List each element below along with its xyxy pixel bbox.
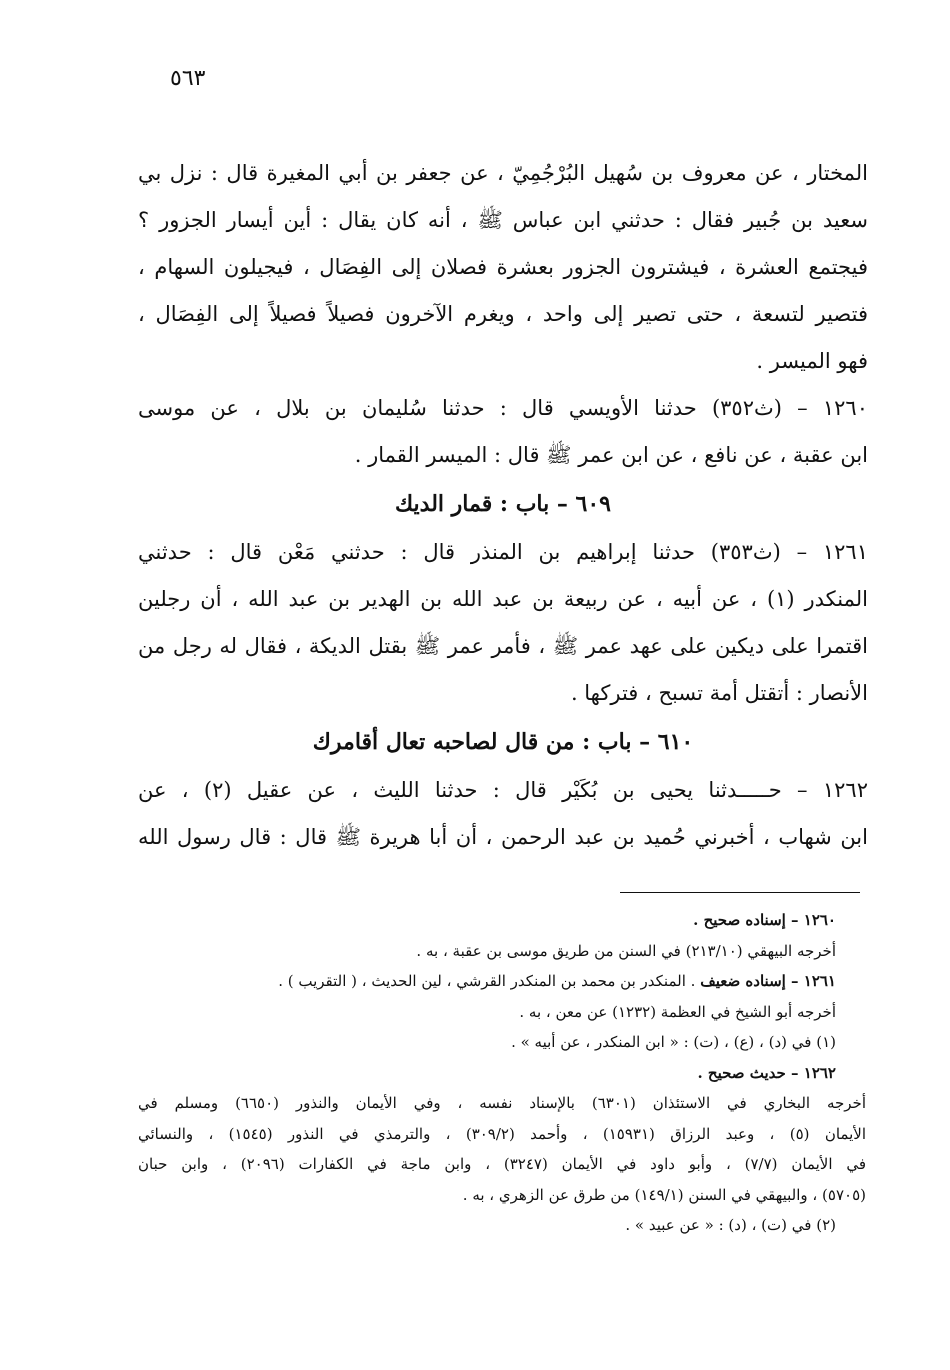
footnote: (١) في (د) ، (ع) ، (ت) : « ابن المنكدر ، عن أبيه » . (511, 1033, 836, 1051)
note-text: في الأيمان (٧/٧) ، وأبو داود في الأيمان (٣٢٤٧) ، وابن ماجة في الكفارات (٢٠٩٦) ، وابن حبان (138, 1155, 866, 1173)
note-title-rest: . المنكدر بن محمد بن المنكدر القرشي ، لين الحديث ، ( التقريب ) . (278, 972, 696, 990)
page-number: ٥٦٣ (170, 66, 206, 91)
text-line: ١٢٦١ – (ث٣٥٣) حدثنا إبراهيم بن المنذر قال : حدثني مَعْن قال : حدثني (138, 540, 868, 564)
note-title: ١٢٦٢ – حديث صحيح . (697, 1063, 836, 1082)
note-title-bold: ١٢٦١ – إسناده ضعيف (700, 972, 836, 990)
text-line: الأنصار : أتقتل أمة تسبح ، فتركها . (570, 681, 868, 705)
note-title (138, 966, 866, 997)
text-line: ١٢٦٠ – (ث٣٥٢) حدثنا الأويسي قال : حدثنا سُليمان بن بلال ، عن موسى (138, 396, 868, 420)
note-text: (٥٧٠٥) ، والبيهقي في السنن (١٤٩/١) من طرق عن الزهري ، به . (462, 1185, 866, 1204)
text-line: فتصير لتسعة ، حتى تصير إلى واحد ، ويغرم الآخرون فصيلاً فصيلاً إلى الفِصَال ، (138, 302, 868, 326)
text-line: المنكدر (١) ، عن أبيه ، عن ربيعة بن عبد الله بن الهدير بن عبد الله ، أن رجلين (138, 587, 868, 611)
note-text: أخرجه البخاري في الاستئذان (٦٣٠١) بالإسناد نفسه ، وفي الأيمان والنذور (٦٦٥٠) ومسلم في (138, 1094, 866, 1112)
text-line: فيجتمع العشرة ، فيشترون الجزور بعشرة فصلان إلى الفِصَال ، فيجيلون السهام ، (138, 255, 868, 279)
footnote-separator (620, 892, 860, 893)
footnotes (138, 905, 866, 1241)
text-line: المختار ، عن معروف بن سُهيل البُرْجُمِيّ ، عن جعفر بن أبي المغيرة قال : نزل بي (138, 161, 868, 185)
note-text: أخرجه البيهقي (٢١٣/١٠) في السنن من طريق موسى بن عقبة ، به . (416, 941, 836, 960)
note-title: ١٢٦٠ – إسناده صحيح . (693, 911, 836, 929)
text-line: اقتمرا على ديكين على عهد عمر ﷺ ، فأمر عمر ﷺ بقتل الديكة ، فقال له رجل من (138, 634, 868, 658)
chapter-heading: ٦١٠ – باب : من قال لصاحبه تعال أقامرك (312, 729, 694, 755)
note-text: الأيمان (٥) ، وعبد الرزاق (١٥٩٣١) ، وأحمد (٣٠٩/٢) ، والترمذي في النذور (١٥٤٥) ، والنسائي (138, 1124, 866, 1143)
footnote: (٢) في (ت) ، (د) : « عن عبيد » . (625, 1216, 836, 1234)
text-line: سعيد بن جُبير فقال : حدثني ابن عباس ﷺ ، أنه كان يقال : أين أيسار الجزور ؟ (138, 208, 868, 232)
text-line: فهو الميسر . (756, 349, 868, 373)
note-text: أخرجه أبو الشيخ في العظمة (١٢٣٢) عن معن ، به . (519, 1002, 836, 1021)
chapter-heading: ٦٠٩ – باب : قمار الديك (395, 491, 611, 517)
text-line: ١٢٦٢ – حـــــدثنا يحيى بن بُكَيْر قال : حدثنا الليث ، عن عقيل (٢) ، عن (138, 778, 868, 802)
text-line: ابن عقبة ، عن نافع ، عن ابن عمر ﷺ قال : الميسر القمار . (354, 443, 868, 467)
main-text (138, 150, 868, 861)
text-line: ابن شهاب ، أخبرني حُميد بن عبد الرحمن ، أن أبا هريرة ﷺ قال : قال رسول الله (138, 825, 868, 849)
